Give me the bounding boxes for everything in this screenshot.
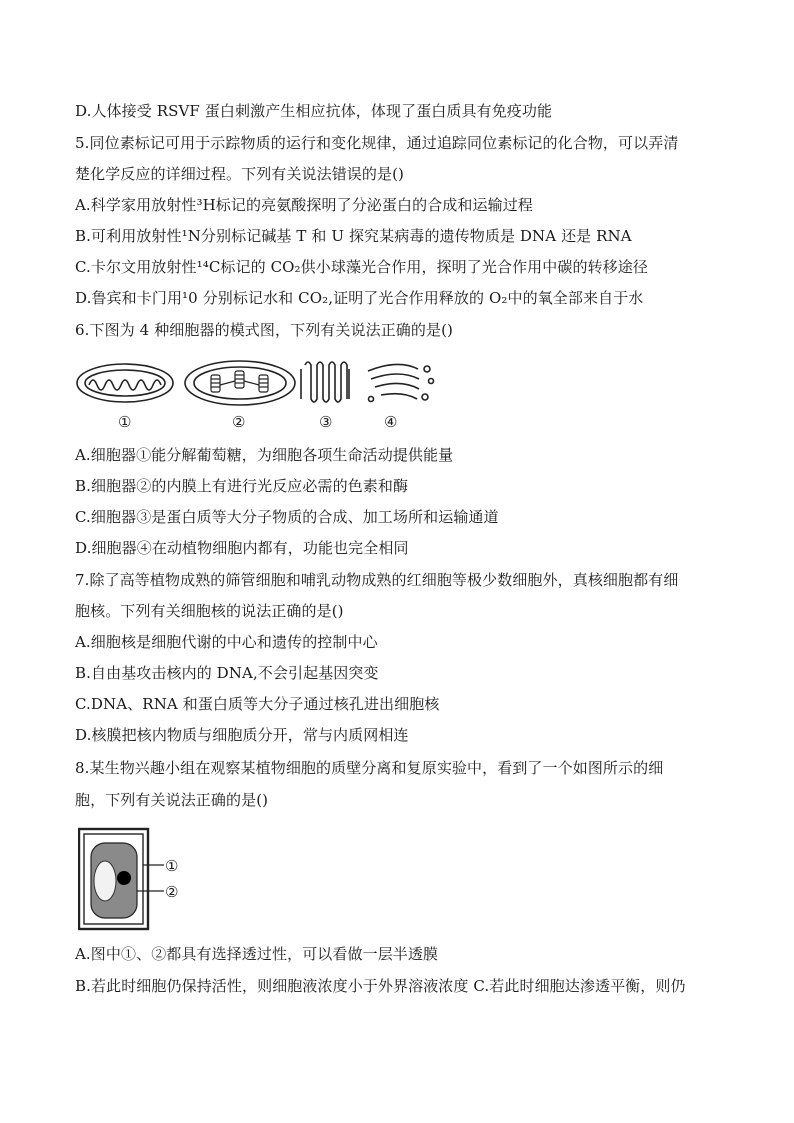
mitochondrion-diagram — [77, 364, 173, 402]
q7-stem-line-2: 胞核。下列有关细胞核的说法正确的是() — [75, 602, 344, 620]
q8-option-a: A.图中①、②都具有选择透过性，可以看做一层半透膜 — [75, 945, 439, 963]
plant-cell-diagram — [78, 827, 198, 933]
chloroplast-diagram — [185, 361, 295, 405]
q8-stem-line-2: 胞，下列有关说法正确的是() — [75, 791, 269, 809]
organelle-figure — [75, 355, 445, 435]
q7-option-d: D.核膜把核内物质与细胞质分开，常与内质网相连 — [75, 726, 409, 744]
cell-label-1: ① — [165, 857, 179, 875]
q5-option-a: A.科学家用放射性³H标记的亮氨酸探明了分泌蛋白的合成和运输过程 — [75, 196, 533, 214]
q8-option-b: B.若此时细胞仍保持活性，则细胞液浓度小于外界溶液浓度 C.若此时细胞达渗透平衡，则仍 — [75, 977, 686, 995]
q7-option-a: A.细胞核是细胞代谢的中心和遗传的控制中心 — [75, 633, 378, 651]
golgi-apparatus-diagram — [368, 364, 434, 401]
q6-option-d: D.细胞器④在动植物细胞内都有，功能也完全相同 — [75, 539, 409, 557]
organelle-label-1: ① — [118, 413, 132, 431]
cell-label-2: ② — [165, 883, 179, 901]
q8-stem-line-1: 8.某生物兴趣小组在观察某植物细胞的质壁分离和复原实验中，看到了一个如图所示的细 — [75, 759, 664, 777]
q5-stem-line-2: 楚化学反应的详细过程。下列有关说法错误的是() — [75, 165, 405, 183]
q5-option-b: B.可利用放射性¹N分别标记碱基 T 和 U 探究某病毒的遗传物质是 DNA 还是 RNA — [75, 227, 632, 245]
q6-stem: 6.下图为 4 种细胞器的模式图，下列有关说法正确的是() — [75, 321, 453, 339]
q7-option-c: C.DNA、RNA 和蛋白质等大分子通过核孔进出细胞核 — [75, 695, 440, 713]
endoplasmic-reticulum-diagram — [301, 362, 349, 402]
plant-cell-figure — [78, 827, 198, 933]
q6-option-a: A.细胞器①能分解葡萄糖，为细胞各项生命活动提供能量 — [75, 446, 454, 464]
q4-option-d: D.人体接受 RSVF 蛋白刺激产生相应抗体，体现了蛋白质具有免疫功能 — [75, 102, 553, 120]
q6-option-c: C.细胞器③是蛋白质等大分子物质的合成、加工场所和运输通道 — [75, 508, 499, 526]
q7-option-b: B.自由基攻击核内的 DNA,不会引起基因突变 — [75, 664, 379, 682]
q7-stem-line-1: 7.除了高等植物成熟的筛管细胞和哺乳动物成熟的红细胞等极少数细胞外，真核细胞都有细 — [75, 571, 679, 589]
organelle-label-2: ② — [232, 413, 246, 431]
organelle-label-3: ③ — [319, 413, 333, 431]
q5-stem-line-1: 5.同位素标记可用于示踪物质的运行和变化规律，通过追踪同位素标记的化合物，可以弄清 — [75, 134, 679, 152]
organelle-diagrams — [75, 355, 445, 411]
q5-option-d: D.鲁宾和卡门用¹0 分别标记水和 CO₂,证明了光合作用释放的 O₂中的氧全部来自于水 — [75, 289, 644, 307]
q5-option-c: C.卡尔文用放射性¹⁴C标记的 CO₂供小球藻光合作用，探明了光合作用中碳的转移途径 — [75, 258, 648, 276]
q6-option-b: B.细胞器②的内膜上有进行光反应必需的色素和酶 — [75, 477, 409, 495]
organelle-label-4: ④ — [384, 413, 398, 431]
